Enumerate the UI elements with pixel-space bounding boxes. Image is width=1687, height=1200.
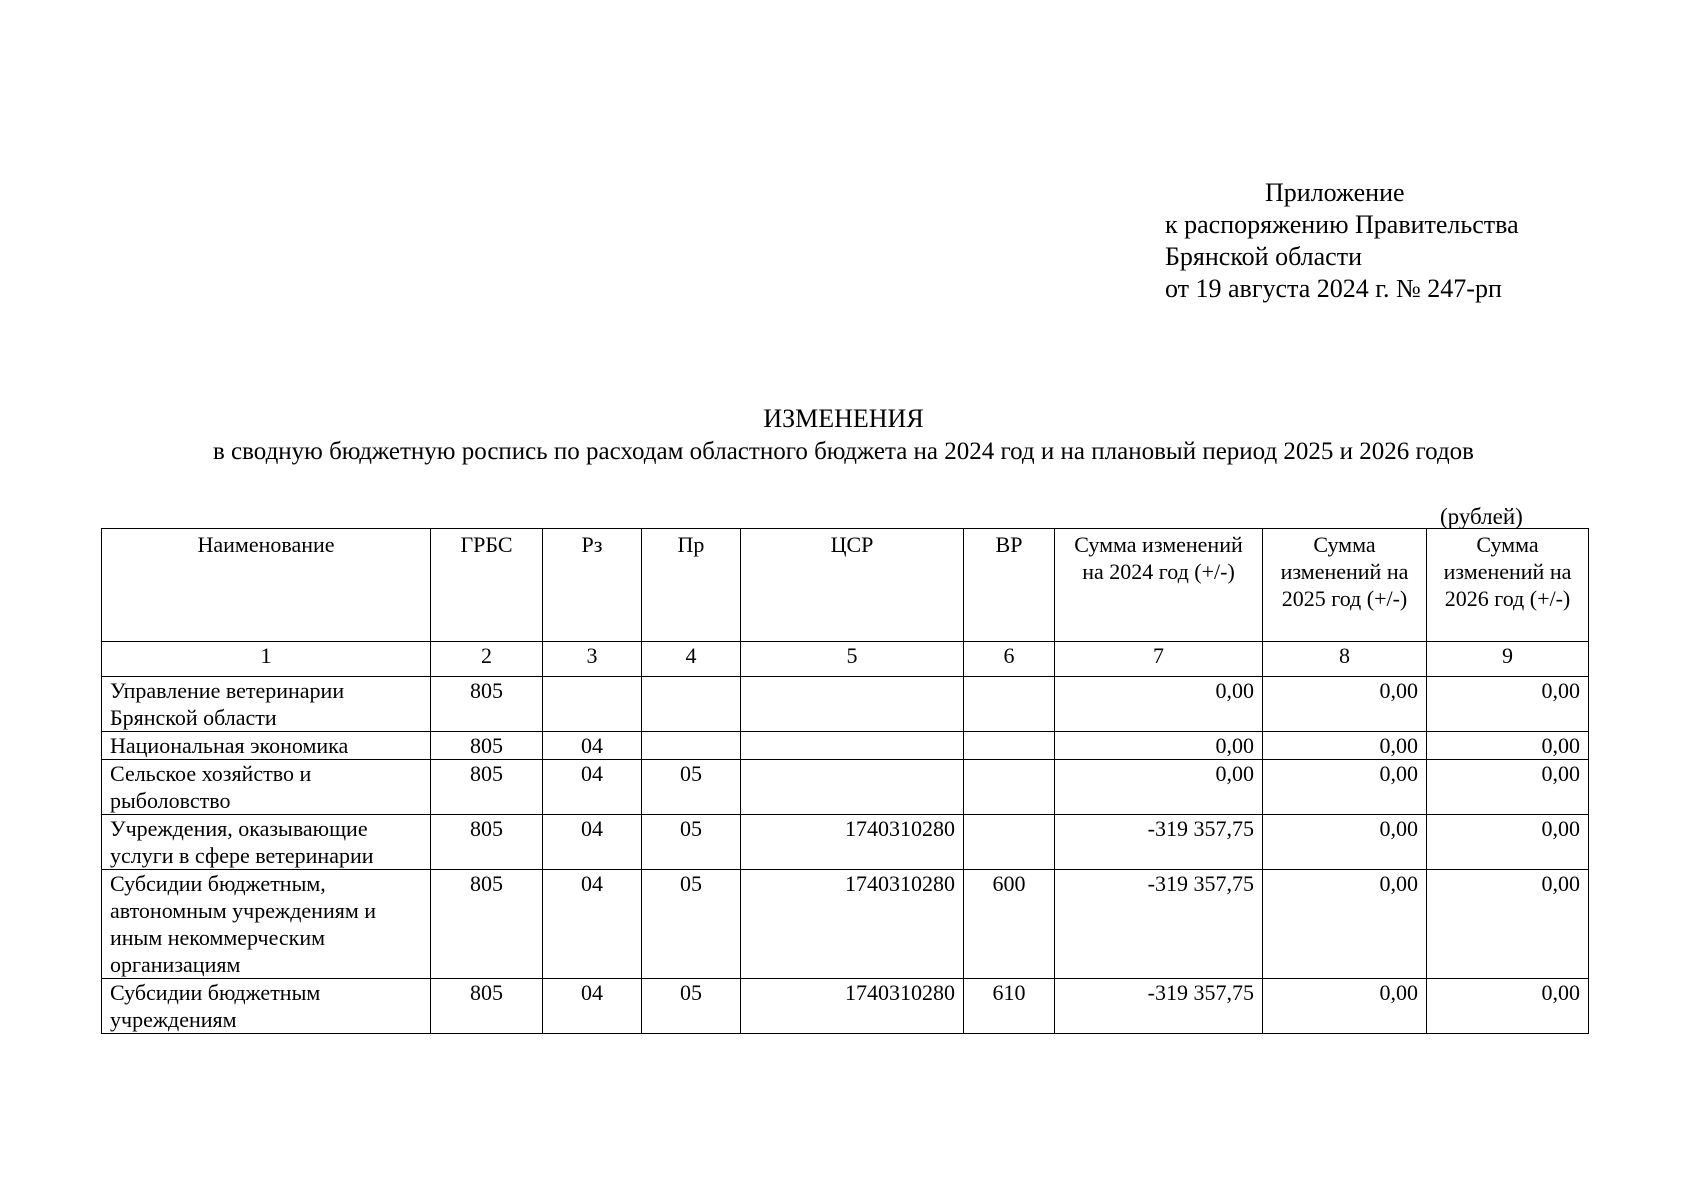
row-sum-2026: 0,00 bbox=[1427, 677, 1589, 732]
row-sum-2025: 0,00 bbox=[1263, 979, 1427, 1034]
row-grbs: 805 bbox=[431, 732, 543, 760]
row-rz: 04 bbox=[543, 760, 642, 815]
row-pr: 05 bbox=[642, 870, 741, 979]
row-rz bbox=[543, 677, 642, 732]
column-number: 7 bbox=[1055, 642, 1263, 677]
row-name: Субсидии бюджетным, автономным учреждениям и иным некоммерческим организациям bbox=[102, 870, 431, 979]
table-row bbox=[102, 979, 1589, 1034]
row-rz: 04 bbox=[543, 979, 642, 1034]
row-sum-2024: 0,00 bbox=[1055, 677, 1263, 732]
row-vr bbox=[964, 677, 1055, 732]
row-name: Национальная экономика bbox=[102, 732, 431, 760]
row-sum-2026: 0,00 bbox=[1427, 760, 1589, 815]
row-pr bbox=[642, 732, 741, 760]
row-name: Учреждения, оказывающие услуги в сфере ветеринарии bbox=[102, 815, 431, 870]
table-row bbox=[102, 870, 1589, 979]
row-grbs: 805 bbox=[431, 815, 543, 870]
row-sum-2025: 0,00 bbox=[1263, 677, 1427, 732]
row-vr bbox=[964, 732, 1055, 760]
row-vr: 600 bbox=[964, 870, 1055, 979]
column-number: 8 bbox=[1263, 642, 1427, 677]
row-csr bbox=[741, 677, 964, 732]
table-header-row bbox=[102, 529, 1589, 642]
row-pr: 05 bbox=[642, 979, 741, 1034]
appendix-line-2: к распоряжению Правительства bbox=[1165, 210, 1519, 239]
table-row bbox=[102, 732, 1589, 760]
row-name: Управление ветеринарии Брянской области bbox=[102, 677, 431, 732]
row-csr bbox=[741, 760, 964, 815]
row-vr: 610 bbox=[964, 979, 1055, 1034]
row-sum-2025: 0,00 bbox=[1263, 870, 1427, 979]
row-sum-2026: 0,00 bbox=[1427, 815, 1589, 870]
column-number: 3 bbox=[543, 642, 642, 677]
row-grbs: 805 bbox=[431, 870, 543, 979]
table-row bbox=[102, 815, 1589, 870]
table-row bbox=[102, 677, 1589, 732]
row-sum-2025: 0,00 bbox=[1263, 815, 1427, 870]
column-number-row bbox=[102, 642, 1589, 677]
row-sum-2026: 0,00 bbox=[1427, 732, 1589, 760]
row-sum-2024: 0,00 bbox=[1055, 732, 1263, 760]
row-grbs: 805 bbox=[431, 979, 543, 1034]
row-csr bbox=[741, 732, 964, 760]
row-sum-2024: -319 357,75 bbox=[1055, 870, 1263, 979]
row-sum-2024: -319 357,75 bbox=[1055, 815, 1263, 870]
document-title: ИЗМЕНЕНИЯ bbox=[763, 404, 924, 433]
appendix-line-1: Приложение bbox=[1265, 178, 1405, 207]
row-rz: 04 bbox=[543, 870, 642, 979]
header-sum-2025: Сумма изменений на 2025 год (+/-) bbox=[1263, 529, 1427, 642]
column-number: 1 bbox=[102, 642, 431, 677]
row-grbs: 805 bbox=[431, 760, 543, 815]
row-csr: 1740310280 bbox=[741, 870, 964, 979]
appendix-line-4: от 19 августа 2024 г. № 247-рп bbox=[1165, 274, 1502, 303]
budget-table bbox=[101, 528, 1589, 1034]
units-label: (рублей) bbox=[1440, 504, 1523, 529]
row-sum-2026: 0,00 bbox=[1427, 870, 1589, 979]
row-sum-2026: 0,00 bbox=[1427, 979, 1589, 1034]
column-number: 6 bbox=[964, 642, 1055, 677]
row-name: Субсидии бюджетным учреждениям bbox=[102, 979, 431, 1034]
row-pr bbox=[642, 677, 741, 732]
document-subtitle: в сводную бюджетную роспись по расходам областного бюджета на 2024 год и на плановый период 2025 и 2026 годов bbox=[213, 438, 1474, 465]
header-rz: Рз bbox=[543, 529, 642, 642]
column-number: 4 bbox=[642, 642, 741, 677]
row-sum-2024: 0,00 bbox=[1055, 760, 1263, 815]
row-vr bbox=[964, 760, 1055, 815]
header-vr: ВР bbox=[964, 529, 1055, 642]
table-row bbox=[102, 760, 1589, 815]
column-number: 9 bbox=[1427, 642, 1589, 677]
row-vr bbox=[964, 815, 1055, 870]
header-grbs: ГРБС bbox=[431, 529, 543, 642]
header-sum-2024: Сумма изменений на 2024 год (+/-) bbox=[1055, 529, 1263, 642]
row-rz: 04 bbox=[543, 732, 642, 760]
header-name: Наименование bbox=[102, 529, 431, 642]
column-number: 5 bbox=[741, 642, 964, 677]
header-pr: Пр bbox=[642, 529, 741, 642]
row-name: Сельское хозяйство и рыболовство bbox=[102, 760, 431, 815]
row-sum-2025: 0,00 bbox=[1263, 732, 1427, 760]
row-pr: 05 bbox=[642, 815, 741, 870]
row-rz: 04 bbox=[543, 815, 642, 870]
row-csr: 1740310280 bbox=[741, 815, 964, 870]
header-csr: ЦСР bbox=[741, 529, 964, 642]
row-csr: 1740310280 bbox=[741, 979, 964, 1034]
row-sum-2024: -319 357,75 bbox=[1055, 979, 1263, 1034]
header-sum-2026: Сумма изменений на 2026 год (+/-) bbox=[1427, 529, 1589, 642]
column-number: 2 bbox=[431, 642, 543, 677]
row-grbs: 805 bbox=[431, 677, 543, 732]
appendix-line-3: Брянской области bbox=[1165, 242, 1362, 271]
appendix-block bbox=[1165, 177, 1519, 305]
row-sum-2025: 0,00 bbox=[1263, 760, 1427, 815]
row-pr: 05 bbox=[642, 760, 741, 815]
